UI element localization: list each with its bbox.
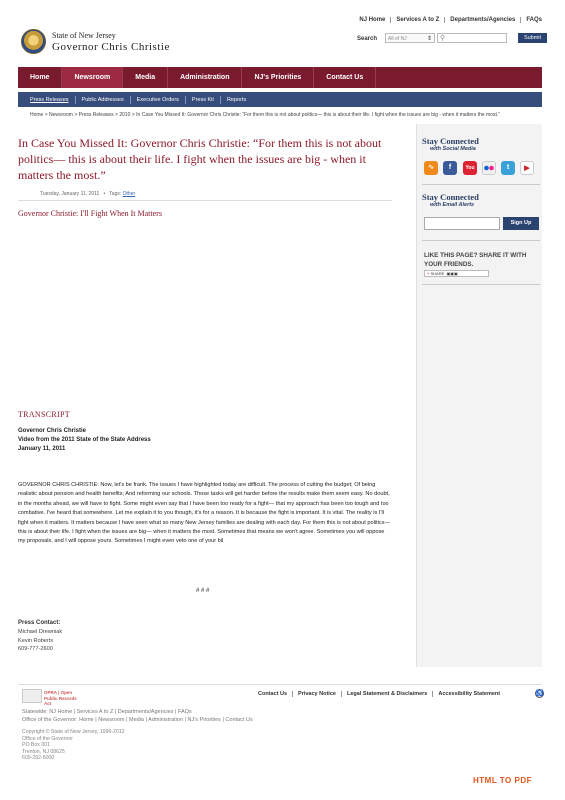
contact-name: Kevin Roberts bbox=[18, 637, 54, 644]
footer-statewide-links[interactable]: Statewide: NJ Home | Services A to Z | Departments/Agencies | FAQs bbox=[22, 709, 192, 715]
subnav-press-kit[interactable]: Press Kit bbox=[185, 96, 220, 104]
opra-logo[interactable] bbox=[22, 689, 80, 706]
transcript-source: Video from the 2011 State of the State Address bbox=[18, 437, 151, 443]
share-button[interactable] bbox=[424, 270, 489, 277]
rss-icon[interactable]: ∿ bbox=[424, 161, 438, 175]
footer-privacy-link[interactable]: Privacy Notice bbox=[292, 691, 341, 697]
page-title: In Case You Missed It: Governor Chris Christie: “For them this is not about politics— this is about their life. I fight when the issues are big - when it matters the most.” bbox=[18, 136, 382, 182]
stay-connected-email-title: Stay Connected bbox=[422, 192, 479, 202]
transcript-heading: TRANSCRIPT bbox=[18, 410, 70, 419]
opra-logo-text: OPRA | Open bbox=[44, 690, 73, 695]
transcript-date: January 11, 2011 bbox=[18, 446, 66, 452]
share-label: SHARE bbox=[430, 271, 445, 276]
transcript-speaker: Governor Chris Christie bbox=[18, 428, 87, 434]
accessibility-icon[interactable]: ♿ bbox=[536, 691, 544, 697]
facebook-icon[interactable]: f bbox=[443, 161, 457, 175]
nav-newsroom[interactable]: Newsroom bbox=[62, 67, 123, 88]
sign-up-button[interactable]: Sign Up bbox=[503, 217, 539, 230]
address-line: PO Box 001 bbox=[22, 742, 50, 749]
search-input[interactable] bbox=[437, 33, 507, 43]
sidebar-divider bbox=[422, 240, 540, 241]
address-line: Trenton, NJ 08625 bbox=[22, 748, 65, 755]
search-scope-value: All of NJ bbox=[388, 36, 407, 42]
copyright-line: Copyright © State of New Jersey, 1996-2012 bbox=[22, 729, 125, 735]
footer-contact-us-link[interactable]: Contact Us bbox=[258, 691, 288, 697]
tag-link[interactable]: Other bbox=[122, 191, 136, 197]
nav-contact-us[interactable]: Contact Us bbox=[314, 67, 376, 88]
ustream-icon[interactable]: ▶ bbox=[520, 161, 534, 175]
breadcrumb[interactable]: Home > Newsroom > Press Releases > 2010 > In Case You Missed It: Governor Chris Christie: “For them this is not about politics— this is about their life. I fight when the issues are big - when it matters the most.” bbox=[30, 112, 500, 118]
nav-nj-priorities[interactable]: NJ's Priorities bbox=[242, 67, 314, 88]
search-label: Search bbox=[357, 36, 378, 42]
share-prompt: LIKE THIS PAGE? SHARE IT WITH YOUR FRIENDS. bbox=[424, 252, 527, 268]
press-contact-heading: Press Contact: bbox=[18, 620, 61, 626]
subnav-public-addresses[interactable]: Public Addresses bbox=[75, 96, 130, 104]
governor-name-title[interactable]: Governor Chris Christie bbox=[52, 41, 170, 53]
tags-label: Tags: bbox=[109, 191, 122, 197]
twitter-icon[interactable]: t bbox=[501, 161, 515, 175]
plus-icon: + bbox=[427, 271, 430, 276]
updown-chevron-icon: ⇕ bbox=[426, 36, 432, 42]
video-subhead: Governor Christie: I'll Fight When It Matters bbox=[18, 209, 162, 218]
article-dateline: Tuesday, January 11, 2011 • Tags: Other bbox=[40, 191, 136, 197]
office-line: Office of the Governor bbox=[22, 735, 73, 742]
subnav-executive-orders[interactable]: Executive Orders bbox=[130, 96, 185, 104]
article-date: Tuesday, January 11, 2011 bbox=[40, 191, 100, 197]
transcript-body: GOVERNOR CHRIS CHRISTIE: Now, let's be frank. The issues I have highlighted today are difficult. The process of cutting the budget; Of being realistic about pension and health benefits; And reforming our schools. Those tasks will get harder before the results make them seem easy. No doubt, in the months ahead, we will have to fight. Some might even say that I have been too ready for a fight— that my approach has been too tough and too combative. I've heard that somewhere. Let me explain it to you though, it's for a reason. It is because the fight is important. It is vital. The reality is I'll fight when it matters. It matters because I have seen what so many New Jersey families are dealing with each day. For them this is not about politics— this is about their life. I fight when the issues are big— when it matters the most. Sometimes that means we won't agree. Sometimes you will oppose my proposals, and I will oppose yours. Sometimes I might even veto one of your bil bbox=[18, 482, 391, 545]
footer-divider bbox=[18, 684, 542, 685]
youtube-icon[interactable]: You bbox=[463, 161, 477, 175]
end-marker: # # # bbox=[196, 588, 210, 594]
nj-home-link[interactable]: NJ Home bbox=[359, 17, 386, 23]
faqs-link[interactable]: FAQs bbox=[520, 17, 547, 23]
phone-line: 609-292-6000 bbox=[22, 755, 55, 762]
footer-accessibility-link[interactable]: Accessibility Statement bbox=[432, 691, 505, 697]
sub-navigation bbox=[18, 92, 542, 107]
flickr-icon[interactable] bbox=[482, 161, 496, 175]
state-seal-logo[interactable] bbox=[21, 29, 46, 54]
contact-name: Michael Drewniak bbox=[18, 629, 63, 635]
state-name: State of New Jersey bbox=[52, 31, 116, 40]
subnav-press-releases[interactable]: Press Releases bbox=[30, 96, 69, 103]
footer-office-links[interactable]: Office of the Governor: Home | Newsroom | Media | Administration | NJ's Priorities | Contact Us bbox=[22, 717, 253, 723]
top-utility-links bbox=[354, 17, 547, 23]
main-navigation bbox=[18, 67, 542, 88]
footer-legal-link[interactable]: Legal Statement & Disclaimers bbox=[341, 691, 432, 697]
nav-media[interactable]: Media bbox=[123, 67, 168, 88]
transcript-meta bbox=[18, 427, 151, 454]
services-a-to-z-link[interactable]: Services A to Z bbox=[390, 17, 444, 23]
stay-connected-social-title: Stay Connected bbox=[422, 136, 479, 146]
opra-logo-mark bbox=[22, 689, 42, 703]
contact-phone: 609-777-2600 bbox=[18, 646, 53, 652]
search-scope-select[interactable] bbox=[385, 33, 435, 43]
share-service-icons: ▣▣▣ bbox=[445, 271, 458, 276]
html-to-pdf-watermark: HTML TO PDF bbox=[473, 776, 532, 785]
search-submit-button[interactable]: Submit bbox=[518, 33, 547, 43]
email-field[interactable] bbox=[424, 217, 500, 230]
press-contacts bbox=[18, 628, 62, 654]
departments-agencies-link[interactable]: Departments/Agencies bbox=[444, 17, 520, 23]
nav-administration[interactable]: Administration bbox=[168, 67, 242, 88]
search-icon: ⚲ bbox=[440, 35, 446, 42]
footer-links bbox=[253, 691, 505, 697]
social-media-subtitle: with Social Media bbox=[430, 146, 476, 152]
nav-home[interactable]: Home bbox=[18, 67, 62, 88]
sidebar-divider bbox=[422, 184, 540, 185]
subnav-reports[interactable]: Reports bbox=[220, 96, 252, 104]
email-alerts-subtitle: with Email Alerts bbox=[430, 202, 475, 208]
footer-copyright bbox=[22, 729, 125, 762]
opra-logo-text: Public Records Act bbox=[44, 696, 77, 706]
flickr-dots bbox=[483, 162, 495, 174]
sidebar-divider bbox=[422, 284, 540, 285]
divider bbox=[18, 200, 392, 201]
